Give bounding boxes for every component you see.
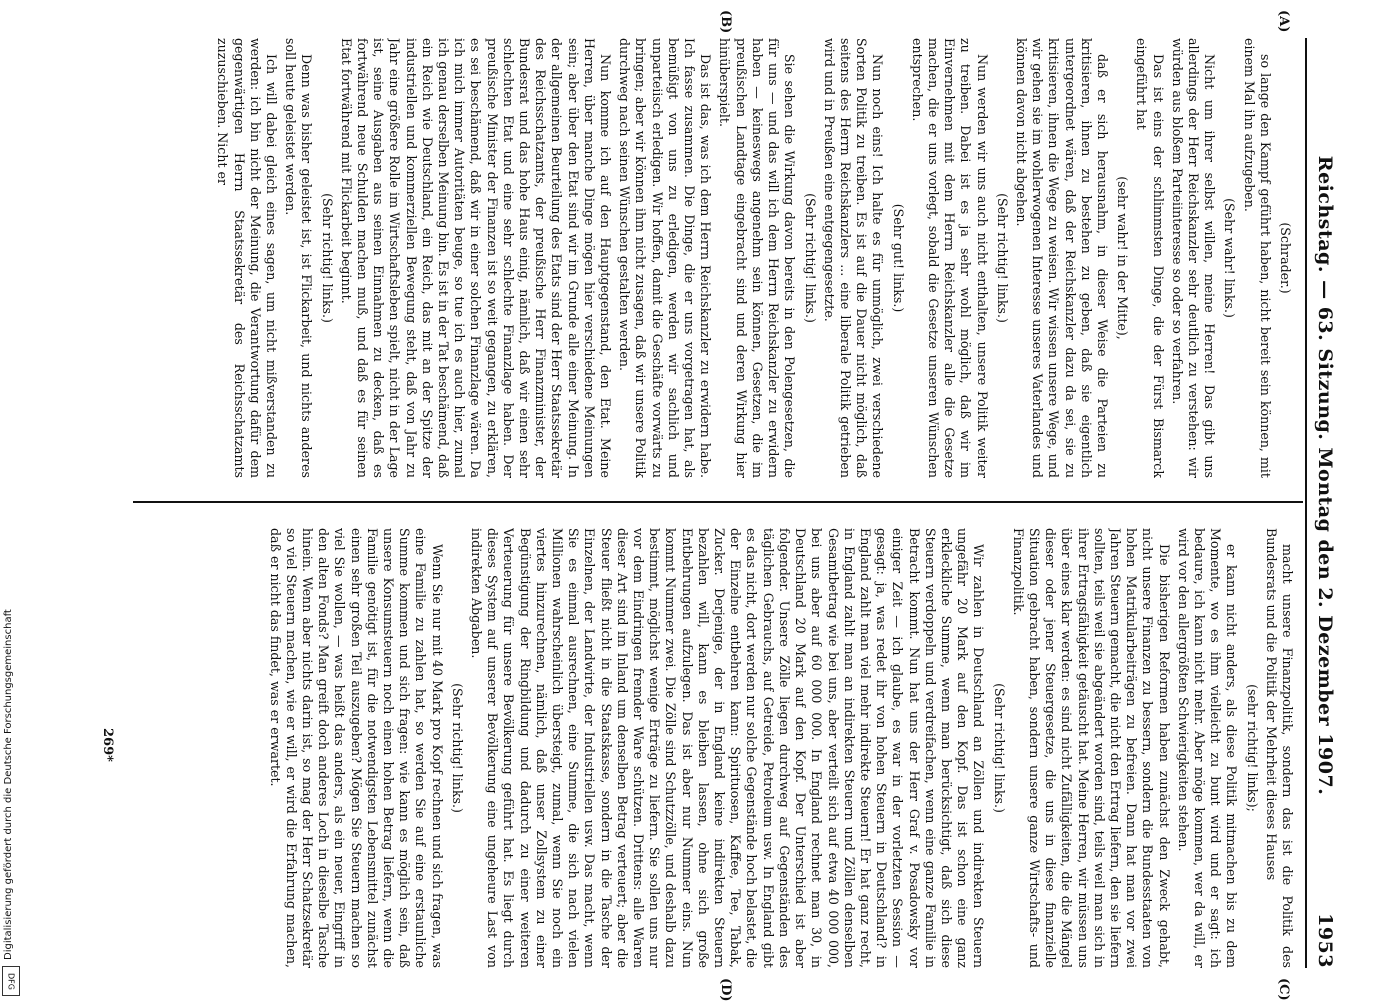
paragraph: Nicht um ihrer selbst willen, meine Herren! Das gibt uns allerdings der Herr Reichskanzler sehr deutlich zu verstehen: wir würden aus bloßem Parteiinteresse so oder so verfahren. [1169, 38, 1218, 478]
paragraph: so lange den Kampf geführt haben, nicht bereit sein können, mit einem Mal ihn aufzugeben. [1241, 38, 1273, 478]
paragraph: Das ist eins der schlimmsten Dinge, die der Fürst Bismarck eingeführt hat [1134, 38, 1166, 478]
page-content [43, 10, 1343, 1002]
paragraph: Denn was bisher geleistet ist, ist Flickarbeit, und nichts anderes soll heute geleistet werden. [283, 38, 315, 478]
header-title: Reichstag. — 63. Sitzung. Montag den 2. Dezember 1907. [1314, 155, 1336, 796]
interjection: (sehr wahr! in der Mitte), [1115, 176, 1131, 340]
paragraph: daß er sich herausnahm, in dieser Weise die Parteien zu kritisieren, ihnen zu bestehen zu geben, daß sie eigentlich untergeordnet wären, daß der Reichskanzler dazu da sei, sie zu kritisieren, ihnen die Wege zu weisen. Wir wissen unsere Wege, und wir gehen sie im wohlerwogenen Interesse unseres Vaterlandes und können davon nicht abgehen. [1013, 38, 1110, 478]
page-header [1305, 38, 1343, 968]
margin-marker-a: (A) [1276, 10, 1291, 33]
margin-marker-d: (D) [718, 978, 733, 1002]
paragraph: Nun noch eins! Ich halte es für unmöglich, zwei verschiedene Sorten Politik zu treiben. Es ist auf die Dauer nicht möglich, daß seitens des Herrn Reichskanzlers ... eine liberale Politik getrieben wird und in Preußen eine entgegengesetzte. [821, 38, 886, 478]
paragraph: Die bisherigen Reformen haben zunächst den Zweck gehabt, nicht unsere Finanzen zu bessern, sondern die Bundesstaaten von hohen Matrikularbeiträgen zu befreien. Dann hat man vor zwei Jahren Steuern gemacht, die nicht den Ertrag liefern, den sie liefern sollten, teils weil sie abgeändert worden sind, teils weil man sich in ihrer Ertragsfähigkeit getäuscht hat. Meine Herren, wir müssen uns über eines klar werden: es sind nicht Zufälligkeiten, die die Mängel dieser oder jener Steuergesetze, die uns in diese finanzielle Situation gebracht haben, sondern unsere ganze Wirtschafts- und Finanzpolitik. [1010, 528, 1172, 968]
interjection: (Sehr richtig! links.) [994, 193, 1010, 323]
paragraph: Wenn Sie nur mit 40 Mark pro Kopf rechnen und sich fragen, was eine Familie zu zahlen hat, so werden Sie auf eine erstaunliche Summe kommen und sich fragen: wie kann es möglich sein, daß unsere Konsumsteuern noch einen hohen Betrag liefern, wenn die Familie genötigt ist, für die notwendigsten Lebensmittel zunächst einen sehr großen Teil auszugeben? Mögen Sie Steuern machen so viel Sie wollen, — was heißt das anders, als ein neuer, Eingriff in den alten Fonds? Man greift doch anderes Loch in dieselbe Tasche hinein. Wenn aber nichts darin ist, so mag der Herr Schatzsekretär so viel Steuern machen, wie er will, er wird die Erfahrung machen, daß er nicht das findet, was er erwartet. [267, 528, 445, 968]
interjection: (Sehr gut! links.) [890, 203, 906, 313]
interjection: (Sehr richtig! links.) [802, 193, 818, 323]
paragraph: Sie sehen die Wirkung davon bereits in den Polengesetzen, die für uns — und das will ich dem Herrn Reichskanzler zu erwidern haben — keineswegs angenehm sein können, Gesetzen, die im preußischen Landtage eingebracht sind und deren Wirkung hier hinüberspielt. [717, 38, 798, 478]
interjection: (Sehr richtig! links.) [319, 193, 335, 323]
dfg-logo: DFG [2, 966, 20, 996]
paragraph: Nun komme ich auf den Hauptgegenstand, den Etat. Meine Herren, über manche Dinge mögen hier verschiedene Meinungen sein; aber über den Etat sind wir im Grunde alle einer Meinung. In der allgemeinen Beurteilung des Etats sind der Herr Staatssekretär des Reichsschatzamts, der preußische Herr Finanzminister, der Bundesrat und das hohe Haus einig, nämlich, daß wir einen sehr schlechten Etat und eine sehr schlechte Finanzlage haben. Der preußische Minister der Finanzen ist so weit gegangen, zu erklären, es sei beschämend, daß wir in einer solchen Finanzlage wären. Da ich mich immer Autoritäten beuge, so tue ich es auch hier, zumal ich genau derselben Meinung bin. Es ist in der Tat beschämend, daß ein Reich wie Deutschland, ein Reich, das mit an der Spitze der industriellen und kommerziellen Bewegung steht, daß von Jahr zu Jahr eine größere Rolle im Wirtschaftsleben spielt, nicht in der Lage ist, seine Ausgaben aus seinen Einnahmen zu decken, daß es fortwährend neue Schulden machen muß, und daß es für seinen Etat fortwährend mit Flickarbeit beginnt. [338, 38, 614, 478]
paragraph: Wir zahlen in Deutschland an Zöllen und indirekten Steuern ungefähr 20 Mark auf den Kopf. Das ist schon eine ganz erkleckliche Summe, wenn man berücksichtigt, daß sich diese Steuern verdoppeln und verdreifachen, wenn eine ganze Familie in Betracht kommt. Nun hat uns der Herr Graf v. Posadowsky vor einiger Zeit — ich glaube, es war in der vorletzten Session — gesagt: ja, was redet ihr von hohen Steuern in Deutschland? in England zahlt man viel mehr indirekte Steuern! Er hat ganz recht, in England zahlt man an indirekten Steuern und Zöllen denselben Gesamtbetrag wie bei uns, aber verteilt sich auf etwa 40 000 000, bei uns aber auf 60 000 000. In England rechnet man 30, in Deutschland 20 Mark auf den Kopf. Der Unterschied ist aber folgender. Unsere Zölle liegen durchweg auf Gegenständen des täglichen Gebrauchs, auf Getreide, Petroleum usw. In England gibt es das nicht, dort werden nur solche Gegenstände hoch belastet, die der Einzelne entbehren kann: Spirituosen, Kaffee, Tee, Tabak, Zucker. Derjenige, der in England keine indirekten Steuern bezahlen will, kann es bleiben lassen, ohne sich große Entbehrungen aufzulegen. Das ist aber nur Nummer eins. Nun kommt Nummer zwei. Die Zölle sind Schutzzölle, und deshalb dazu bestimmt, möglichst wenige Erträge zu liefern. Sie sollen uns nur vor dem Eindringen fremder Ware schützen. Drittens: alle Waren dieser Art sind im Inland um denselben Betrag verteuert; aber die Steuer fließt nicht in die Staatskasse, sondern in die Tasche der Einzelnen, der Landwirte, der Industriellen usw. Das macht, wenn Sie es einmal ausrechnen, eine Summe, die sich nach vielen Millionen wahrscheinlich übersteigt, zumal, wenn Sie noch ein viertes hinzurechnen, nämlich, daß unser Zollsystem zu einer Begünstigung der Ringbildung und dadurch zu einer weiteren Verteuerung für unsere Bevölkerung geführt hat. Es liegt durch dieses System auf unserer Bevölkerung eine ungeheure Last von indirekten Abgaben. [469, 528, 987, 968]
paragraph: Ich will dabei gleich eines sagen, um nicht mißverstanden zu werden: ich bin nicht der Meinung, die Verantwortung dafür dem gegenwärtigen Herrn Staatssekretär des Reichsschatzamts zuzuschieben. Nicht er [215, 38, 280, 478]
interjection: (Sehr richtig! links.) [991, 683, 1007, 813]
left-column [145, 38, 1295, 478]
interjection: (sehr richtig! links); [1244, 684, 1260, 812]
speaker-label: (Schrader.) [1278, 222, 1293, 294]
interjection: (Sehr richtig! links.) [449, 683, 465, 813]
footer-page-mark: 269* [100, 728, 115, 762]
margin-marker-b: (B) [718, 10, 733, 34]
paragraph: er kann nicht anders, als diese Politik mitmachen bis zu dem Momente, wo es ihm vielleicht zu bunt wird und er sagt: ich bedaure, ich kann nicht mehr. Aber möge kommen, wer da will, er wird vor den allergrößten Schwierigkeiten stehen. [1175, 528, 1240, 968]
paragraph: macht unsere Finanzpolitik, sondern das ist die Politik des Bundesrats und die Politik der Mehrheit dieses Hauses [1263, 528, 1295, 968]
page-number: 1953 [1314, 913, 1336, 968]
digitization-note-text: Digitalisierung gefördert durch die Deutsche Forschungsgemeinschaft [3, 609, 14, 960]
interjection: (Sehr wahr! links.) [1222, 198, 1238, 318]
paragraph: Nun werden wir uns auch nicht enthalten, unsere Politik weiter zu treiben. Dabei ist es ja sehr wohl möglich, daß wir im Einvernehmen mit dem Herrn Reichskanzler alle die Gesetze machen, die er uns vorlegt, sobald die Gesetze unseren Wünschen entsprechen. [909, 38, 990, 478]
right-column [145, 528, 1295, 968]
margin-marker-c: (C) [1276, 978, 1291, 1001]
column-divider [133, 501, 1303, 503]
paragraph: Das ist das, was ich dem Herrn Reichskanzler zu erwidern habe. Ich fasse zusammen. Die Dinge, die er uns vorgetragen hat, als bemüßigt von uns zu erledigen, werden wir sachlich und unparteiisch erledigen. Wir hoffen, damit die Geschäfte vorwärts zu bringen; aber wir können ihm nicht zusagen, daß wir unsere Politik durchweg nach seinen Wünschen gestalten werden. [617, 38, 714, 478]
